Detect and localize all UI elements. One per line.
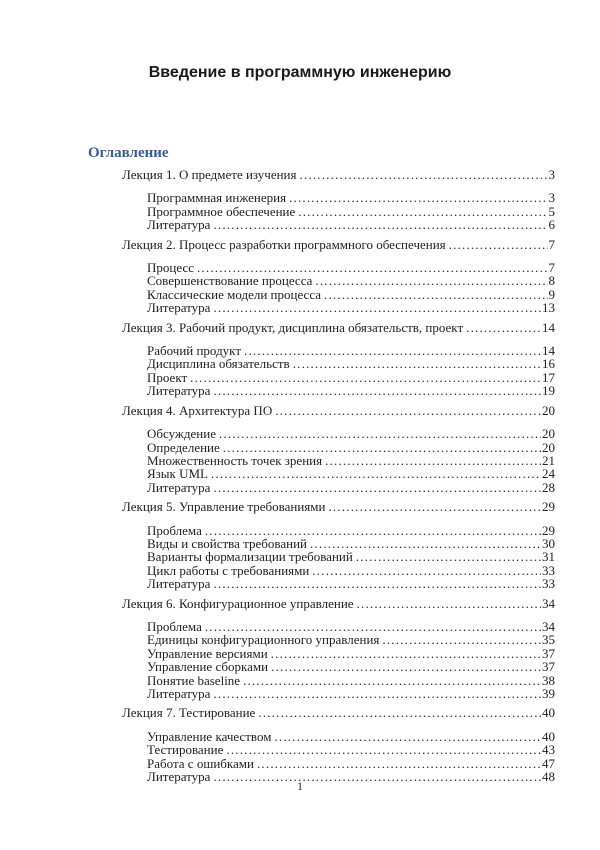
toc-entry[interactable]: [122, 441, 555, 454]
toc-dot-leader: [190, 371, 541, 384]
toc-entry-page: 9: [548, 286, 555, 302]
toc-dot-leader: [328, 500, 541, 513]
toc-entry-label: Лекция 5. Управление требованиями: [122, 499, 326, 515]
toc-entry[interactable]: [122, 706, 555, 719]
toc-entry-page: 3: [548, 190, 555, 206]
toc-entry-label: Определение: [147, 439, 220, 455]
toc-dot-leader: [226, 743, 541, 756]
toc-dot-leader: [244, 344, 541, 357]
toc-entry-label: Единицы конфигурационного управления: [147, 632, 380, 648]
toc-entry[interactable]: [122, 357, 555, 370]
toc-entry-page: 37: [542, 645, 555, 661]
toc-entry-label: Программная инженерия: [147, 190, 287, 206]
toc-entry[interactable]: [122, 288, 555, 301]
toc-entry[interactable]: [122, 218, 555, 231]
toc-dot-leader: [213, 218, 547, 231]
toc-dot-leader: [257, 757, 541, 770]
toc-entry[interactable]: [122, 577, 555, 590]
toc-dot-leader: [258, 706, 541, 719]
toc-entry[interactable]: [122, 205, 555, 218]
toc-dot-leader: [357, 597, 541, 610]
toc-entry[interactable]: [122, 191, 555, 204]
toc-entry-page: 28: [542, 479, 555, 495]
toc-entry-label: Проблема: [147, 522, 202, 538]
toc-entry[interactable]: [122, 597, 555, 610]
toc-entry[interactable]: [122, 757, 555, 770]
toc-entry-label: Язык UML: [147, 466, 208, 482]
toc-dot-leader: [293, 357, 541, 370]
toc-entry-label: Программное обеспечение: [147, 203, 296, 219]
toc-dot-leader: [466, 321, 541, 334]
toc-dot-leader: [325, 454, 541, 467]
toc-entry-page: 29: [542, 522, 555, 538]
toc-entry-page: 43: [542, 742, 555, 758]
toc-dot-leader: [298, 205, 547, 218]
toc-entry-page: 20: [542, 426, 555, 442]
toc-entry-page: 33: [542, 576, 555, 592]
toc-entry-page: 7: [548, 236, 555, 252]
toc-entry-label: Обсуждение: [147, 426, 216, 442]
toc-entry-label: Процесс: [147, 260, 194, 276]
toc-entry-page: 34: [542, 618, 555, 634]
toc-entry-label: Совершенствование процесса: [147, 273, 313, 289]
toc-entry[interactable]: [122, 384, 555, 397]
toc-entry-label: Литература: [147, 383, 211, 399]
toc-entry-page: 16: [542, 356, 555, 372]
toc-entry-page: 33: [542, 562, 555, 578]
toc-dot-leader: [211, 467, 541, 480]
toc-entry-page: 47: [542, 755, 555, 771]
toc-dot-leader: [219, 427, 541, 440]
toc-entry-label: Лекция 6. Конфигурационное управление: [122, 595, 354, 611]
toc-entry[interactable]: [122, 500, 555, 513]
toc-dot-leader: [382, 633, 541, 646]
toc-entry[interactable]: [122, 743, 555, 756]
toc-entry-page: 14: [542, 343, 555, 359]
toc-entry-label: Лекция 2. Процесс разработки программного обеспечения: [122, 236, 446, 252]
toc-entry-label: Литература: [147, 217, 211, 233]
toc-entry[interactable]: [122, 620, 555, 633]
toc-dot-leader: [213, 687, 541, 700]
toc-entry-page: 24: [542, 466, 555, 482]
toc-dot-leader: [271, 660, 541, 673]
toc-entry-label: Литература: [147, 576, 211, 592]
toc-entry[interactable]: [122, 633, 555, 646]
toc-dot-leader: [356, 550, 541, 563]
toc-entry[interactable]: [122, 404, 555, 417]
toc-dot-leader: [213, 577, 541, 590]
toc-entry-page: 7: [548, 260, 555, 276]
toc-dot-leader: [312, 564, 541, 577]
toc-entry[interactable]: [122, 301, 555, 314]
toc-dot-leader: [213, 301, 541, 314]
toc-heading: Оглавление: [88, 145, 169, 161]
toc-entry[interactable]: [122, 550, 555, 563]
toc-entry-label: Управление качеством: [147, 728, 272, 744]
toc-entry-page: 48: [542, 769, 555, 785]
toc-entry[interactable]: [122, 371, 555, 384]
toc-dot-leader: [289, 191, 547, 204]
toc-entry-label: Литература: [147, 769, 211, 785]
toc-entry-label: Дисциплина обязательств: [147, 356, 290, 372]
toc-list: [122, 168, 555, 783]
toc-entry-label: Понятие baseline: [147, 672, 241, 688]
toc-dot-leader: [243, 674, 541, 687]
toc-entry[interactable]: [122, 660, 555, 673]
toc-entry-page: 6: [548, 217, 555, 233]
document-title: Введение в программную инженерию: [148, 64, 452, 81]
toc-dot-leader: [310, 537, 541, 550]
toc-entry-label: Тестирование: [147, 742, 224, 758]
footer-page-number: 1: [297, 779, 303, 793]
toc-entry-label: Работа с ошибками: [147, 755, 254, 771]
toc-entry[interactable]: [122, 647, 555, 660]
toc-entry-label: Литература: [147, 479, 211, 495]
toc-entry-label: Лекция 4. Архитектура ПО: [122, 402, 273, 418]
toc-entry-page: 38: [542, 672, 555, 688]
toc-dot-leader: [205, 524, 541, 537]
toc-entry-page: 14: [542, 319, 555, 335]
toc-entry-label: Варианты формализации требований: [147, 549, 353, 565]
toc-entry[interactable]: [122, 537, 555, 550]
toc-entry[interactable]: [122, 467, 555, 480]
toc-entry-page: 5: [548, 203, 555, 219]
toc-dot-leader: [315, 274, 547, 287]
toc-entry[interactable]: [122, 168, 555, 181]
toc-entry[interactable]: [122, 674, 555, 687]
toc-entry-page: 17: [542, 369, 555, 385]
toc-entry-page: 20: [542, 439, 555, 455]
toc-dot-leader: [223, 441, 541, 454]
toc-entry-page: 30: [542, 535, 555, 551]
toc-dot-leader: [299, 168, 547, 181]
toc-entry[interactable]: [122, 274, 555, 287]
toc-dot-leader: [275, 404, 541, 417]
toc-entry-page: 40: [542, 705, 555, 721]
toc-entry[interactable]: [122, 481, 555, 494]
toc-entry-page: 34: [542, 595, 555, 611]
toc-entry-label: Классические модели процесса: [147, 286, 322, 302]
toc-dot-leader: [205, 620, 541, 633]
toc-entry[interactable]: [122, 730, 555, 743]
toc-entry-label: Литература: [147, 300, 211, 316]
toc-entry-label: Проект: [147, 369, 188, 385]
toc-entry-label: Управление сборками: [147, 659, 269, 675]
toc-dot-leader: [197, 261, 548, 274]
toc-dot-leader: [449, 238, 548, 251]
toc-entry-label: Лекция 1. О предмете изучения: [122, 167, 297, 182]
toc-entry[interactable]: [122, 427, 555, 440]
toc-entry[interactable]: [122, 524, 555, 537]
toc-entry[interactable]: [122, 344, 555, 357]
toc-entry-page: 19: [542, 383, 555, 399]
toc-entry-label: Лекция 7. Тестирование: [122, 705, 256, 721]
toc-entry-page: 21: [542, 452, 555, 468]
toc-dot-leader: [274, 730, 541, 743]
toc-entry-label: Проблема: [147, 618, 202, 634]
toc-entry-label: Управление версиями: [147, 645, 268, 661]
toc-entry-label: Виды и свойства требований: [147, 535, 307, 551]
toc-entry-page: 20: [542, 402, 555, 418]
toc-entry[interactable]: [122, 238, 555, 251]
toc-entry-page: 39: [542, 686, 555, 701]
toc-entry[interactable]: [122, 321, 555, 334]
toc-entry-page: 29: [542, 499, 555, 515]
toc-entry[interactable]: [122, 261, 555, 274]
toc-entry[interactable]: [122, 687, 555, 700]
toc-entry[interactable]: [122, 564, 555, 577]
toc-entry-page: 40: [542, 728, 555, 744]
toc-entry-page: 31: [542, 549, 555, 565]
toc-entry-label: Множественность точек зрения: [147, 452, 323, 468]
toc-entry-page: 3: [548, 167, 555, 182]
toc-entry-label: Лекция 3. Рабочий продукт, дисциплина обязательств, проект: [122, 319, 464, 335]
toc-entry-page: 37: [542, 659, 555, 675]
toc-dot-leader: [213, 481, 541, 494]
toc-dot-leader: [213, 384, 541, 397]
toc-entry-label: Цикл работы с требованиями: [147, 562, 310, 578]
toc-entry-label: Литература: [147, 686, 211, 701]
toc-entry-label: Рабочий продукт: [147, 343, 242, 359]
toc-dot-leader: [324, 288, 547, 301]
toc-entry-page: 8: [548, 273, 555, 289]
toc-entry-page: 35: [542, 632, 555, 648]
toc-entry-page: 13: [542, 300, 555, 316]
toc-entry[interactable]: [122, 454, 555, 467]
toc-dot-leader: [271, 647, 541, 660]
